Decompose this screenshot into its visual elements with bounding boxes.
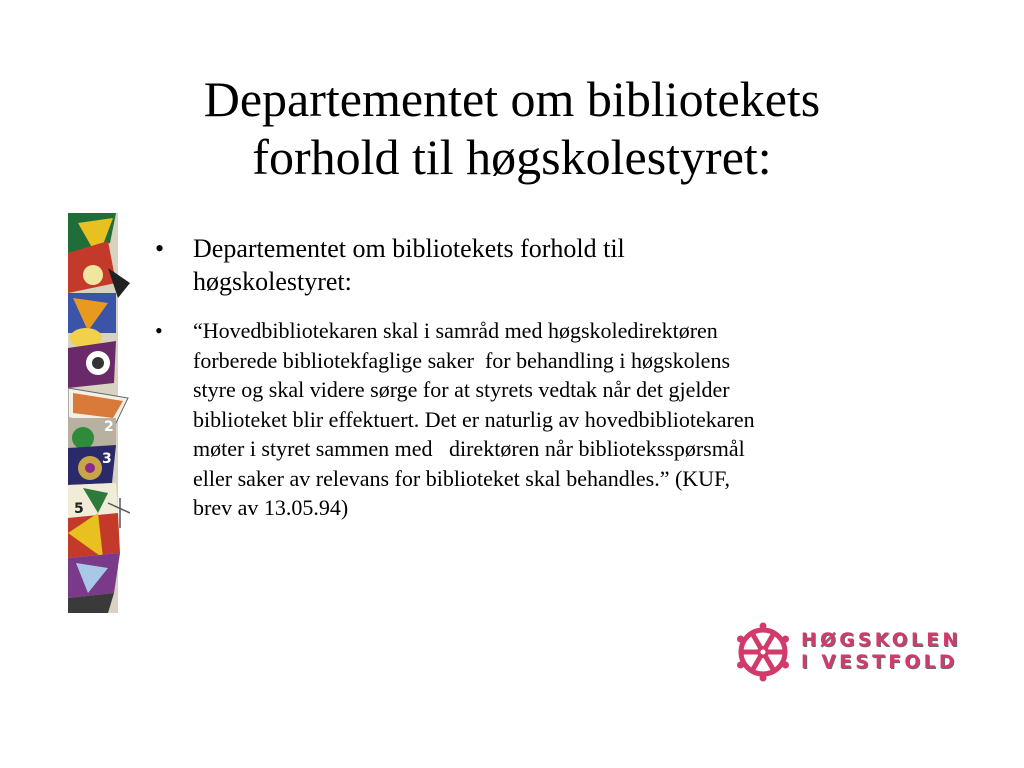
bullet-item-2: [155, 316, 935, 523]
slide-title-line-2: forhold til høgskolestyret:: [252, 129, 772, 185]
collage-number-5: 5: [74, 501, 84, 517]
logo-line-1: HØGSKOLEN: [801, 630, 962, 651]
bullet-1-line-2: høgskolestyret:: [193, 267, 352, 296]
collage-number-3: 3: [102, 451, 112, 467]
education-collage-strip: [68, 213, 130, 613]
slide-title: [60, 70, 964, 186]
bullet-1-line-1: Departementet om bibliotekets forhold til: [193, 234, 625, 263]
bullet-2-line-4: biblioteket blir effektuert. Det er naturlig av hovedbibliotekaren: [193, 406, 755, 432]
bullet-marker: •: [155, 234, 165, 263]
bullet-2-line-3: styre og skal videre sørge for at styrets vedtak når det gjelder: [193, 377, 730, 402]
slide-title-line-1: Departementet om bibliotekets: [203, 71, 821, 127]
bullet-2-line-6: eller saker av relevans for biblioteket skal behandles.” (KUF,: [193, 465, 731, 491]
bullet-2-line-2: forberede bibliotekfaglige saker for behandling i høgskolens: [193, 347, 731, 373]
bullet-list: [155, 232, 935, 523]
collage-number-2: 2: [104, 419, 114, 435]
logo-wordmark: [801, 630, 961, 674]
bullet-item-1: [155, 232, 935, 298]
snowflake-logo-icon: [733, 622, 793, 682]
bullet-2-line-1: “Hovedbibliotekaren skal i samråd med høgskoledirektøren: [193, 318, 718, 343]
bullet-2-line-5: møter i styret sammen med direktøren når biblioteksspørsmål: [193, 436, 745, 461]
bullet-2-line-7: brev av 13.05.94): [193, 495, 349, 520]
hogskolen-logo: [733, 622, 963, 684]
bullet-marker: •: [155, 318, 163, 343]
logo-line-2: I VESTFOLD: [801, 652, 958, 673]
